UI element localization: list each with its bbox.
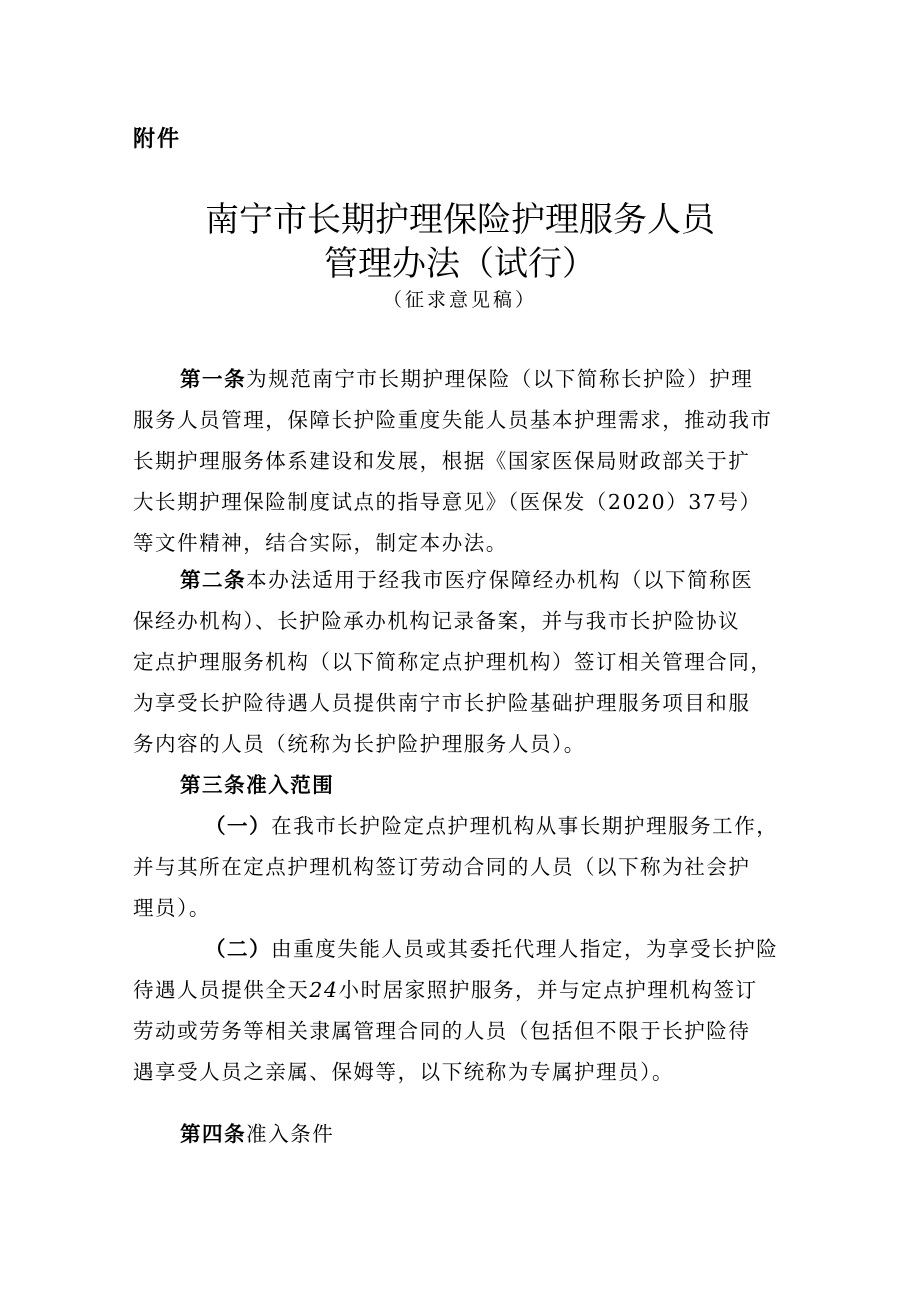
article1-text: 为规范南宁市长期护理保险（以下简称长护险）护理 <box>246 367 754 391</box>
article2-text: 本办法适用于经我市医疗保障经办机构（以下简称医 <box>246 568 754 592</box>
article4-label: 第四条 <box>180 1122 247 1146</box>
article2-line2: 保经办机构）、长护险承办机构记录备案，并与我市长护险协议 <box>133 609 741 633</box>
article2-label: 第二条 <box>180 568 247 592</box>
article3-item2-line1 <box>205 932 778 962</box>
article3-item1-line3: 理员）。 <box>133 896 211 920</box>
article3-item2-text: 由重度失能人员或其委托代理人指定，为享受长护险 <box>271 937 779 961</box>
article2-line1 <box>180 563 753 593</box>
article3-item1-text: 在我市长护险定点护理机构从事长期护理服务工作， <box>271 814 779 838</box>
article3-heading <box>180 768 334 798</box>
article3-item1-line1 <box>205 809 778 839</box>
document-subtitle: （征求意见稿） <box>382 289 537 311</box>
article3-item1-line2: 并与其所在定点护理机构签订劳动合同的人员（以下称为社会护 <box>133 855 751 879</box>
article3-item2-line2-post: 小时居家照护服务，并与定点护理机构签订 <box>338 978 758 1002</box>
article1-label: 第一条 <box>180 367 247 391</box>
article1-line4: 大长期护理保险制度试点的指导意见》（医保发（2020）37号） <box>133 490 762 514</box>
article3-item2-line2-pre: 待遇人员提供全天 <box>133 978 310 1002</box>
article3-item1-label: （一） <box>205 814 272 838</box>
article3-item2-line4: 遇享受人员之亲属、保姆等，以下统称为专属护理员）。 <box>133 1060 674 1084</box>
article1-line1 <box>180 362 753 392</box>
article3-heading-text: 第三条准入范围 <box>180 773 335 797</box>
article1-line2: 服务人员管理，保障长护险重度失能人员基本护理需求，推动我市 <box>133 408 773 432</box>
document-title-line2: 管理办法（试行） <box>324 244 596 284</box>
attachment-label: 附件 <box>133 127 182 152</box>
article1-line5: 等文件精神，结合实际，制定本办法。 <box>133 531 508 555</box>
article1-line3: 长期护理服务体系建设和发展，根据《国家医保局财政部关于扩 <box>133 449 751 473</box>
article3-item2-hours: 24 <box>309 978 339 1002</box>
article3-item2-label: （二） <box>205 937 272 961</box>
article2-line4: 为享受长护险待遇人员提供南宁市长护险基础护理服务项目和服 <box>133 691 751 715</box>
article3-item2-line2 <box>133 973 758 1003</box>
article3-item2-line3: 劳动或劳务等相关隶属管理合同的人员（包括但不限于长护险待 <box>133 1019 751 1043</box>
article4-line <box>180 1117 334 1147</box>
article2-line5: 务内容的人员（统称为长护险护理服务人员）。 <box>133 732 586 756</box>
article4-text: 准入条件 <box>246 1122 335 1146</box>
article2-line3: 定点护理服务机构（以下简称定点护理机构）签订相关管理合同， <box>133 650 773 674</box>
document-title-line1: 南宁市长期护理保险护理服务人员 <box>205 200 715 240</box>
